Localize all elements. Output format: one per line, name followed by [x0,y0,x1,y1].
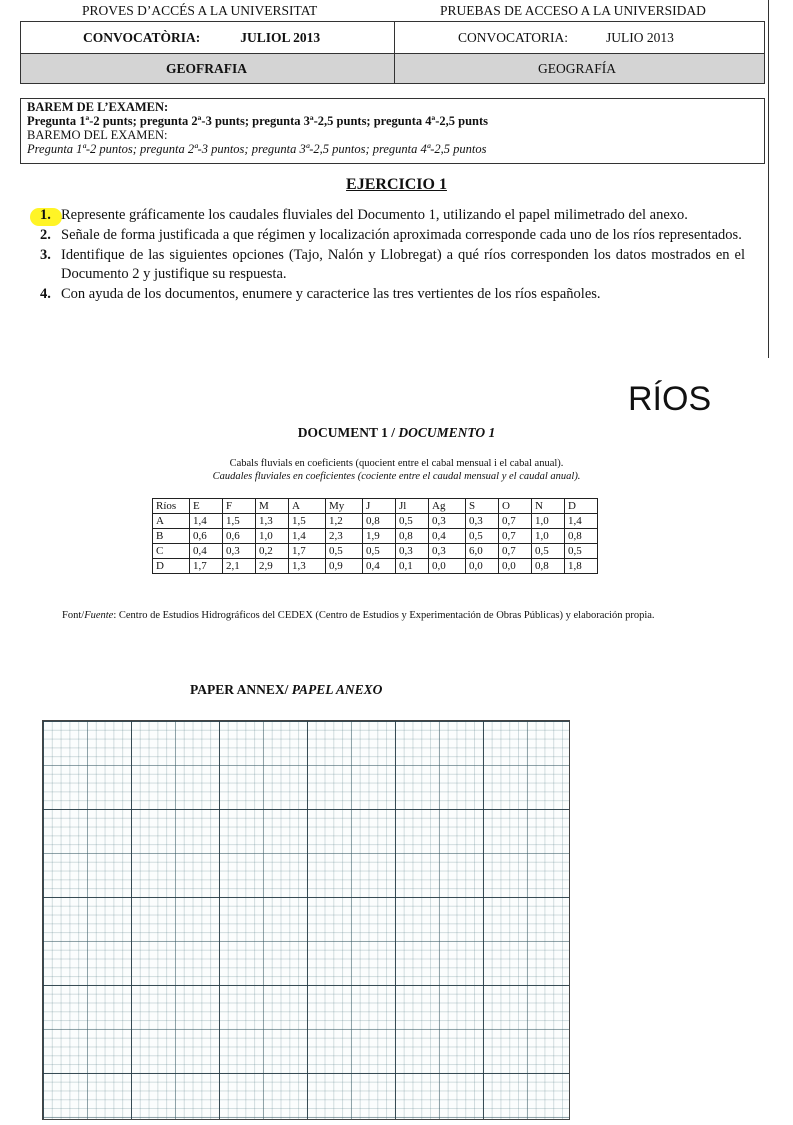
table-cell: 0,2 [256,544,289,559]
question-number: 1. [40,207,51,223]
question-number: 2. [40,227,51,243]
table-cell: 0,4 [363,559,396,574]
table-cell: 0,8 [363,514,396,529]
table-cell: 0,3 [396,544,429,559]
question-text: Identifique de las siguientes opciones (Tajo, Nalón y Llobregat) a qué ríos corresponden los datos mostrados en el Documento 2 y justifique su respuesta. [61,247,745,282]
document-caption-es: Caudales fluviales en coeficientes (cociente entre el caudal mensual y el caudal anual). [212,471,581,482]
table-cell: 0,4 [190,544,223,559]
table-cell: 6,0 [466,544,499,559]
header-title-es: PRUEBAS DE ACCESO A LA UNIVERSIDAD [440,3,706,18]
table-cell: 0,1 [396,559,429,574]
table-cell: 0,4 [429,529,466,544]
header-divider [394,22,395,83]
subject-ca: GEOFRAFIA [166,60,247,76]
convocatoria-row [21,22,764,54]
table-header-cell: M [256,499,289,514]
table-cell: 0,3 [429,514,466,529]
table-cell: 0,3 [466,514,499,529]
table-cell: 1,0 [256,529,289,544]
table-cell: 1,2 [326,514,363,529]
table-cell: D [153,559,190,574]
conv-value-es: JULIO 2013 [606,29,674,45]
document-caption-ca: Cabals fluvials en coeficients (quocient entre el cabal mensual i el cabal anual). [229,458,564,469]
table-cell: A [153,514,190,529]
table-cell: 0,3 [223,544,256,559]
table-cell: 2,9 [256,559,289,574]
header-title-ca: PROVES D’ACCÉS A LA UNIVERSITAT [82,3,318,18]
question-item [25,206,745,225]
table-header-cell: N [532,499,565,514]
question-number: 3. [40,247,51,263]
question-item [25,226,745,245]
table-cell: 1,8 [565,559,598,574]
document-title-ca: DOCUMENT 1 / [297,425,399,440]
table-cell: 1,7 [190,559,223,574]
subject-row [21,54,764,83]
table-cell: 0,9 [326,559,363,574]
table-cell: 1,4 [190,514,223,529]
source-note [62,609,702,622]
table-header-cell: F [223,499,256,514]
table-header-cell: Ag [429,499,466,514]
table-cell: 0,5 [363,544,396,559]
table-cell: 1,3 [256,514,289,529]
table-cell: 1,5 [289,514,326,529]
table-row [153,559,598,574]
table-cell: 0,5 [532,544,565,559]
table-header-cell: Jl [396,499,429,514]
table-cell: 0,0 [499,559,532,574]
barem-line-es: Pregunta 1ª-2 puntos; pregunta 2ª-3 puntos; pregunta 3ª-2,5 puntos; pregunta 4ª-2,5 puntos [27,142,487,156]
table-header-cell: D [565,499,598,514]
question-text: Señale de forma justificada a que régimen y localización aproximada corresponde cada uno de los ríos representados. [61,227,742,243]
table-cell: 1,7 [289,544,326,559]
table-cell: 0,7 [499,514,532,529]
table-header-cell: J [363,499,396,514]
table-header-cell: O [499,499,532,514]
question-item [25,285,745,304]
table-cell: 0,5 [565,544,598,559]
document-title-es: DOCUMENTO 1 [398,425,496,440]
table-cell: 0,7 [499,544,532,559]
table-cell: 1,0 [532,514,565,529]
table-cell: 1,4 [289,529,326,544]
table-header-cell: Ríos [153,499,190,514]
conv-label-ca: CONVOCATÒRIA: [83,29,201,45]
barem-line-ca: Pregunta 1ª-2 punts; pregunta 2ª-3 punts; pregunta 3ª-2,5 punts; pregunta 4ª-2,5 punts [27,114,489,128]
barem-title-es: BAREMO DEL EXAMEN: [27,128,168,142]
table-cell: 0,5 [326,544,363,559]
question-text: Con ayuda de los documentos, enumere y caracterice las tres vertientes de los ríos españoles. [61,286,601,302]
table-cell: 0,3 [429,544,466,559]
document-title [0,425,793,441]
rios-label: RÍOS [628,380,712,418]
table-cell: 1,0 [532,529,565,544]
conv-label-es: CONVOCATORIA: [458,29,569,45]
table-cell: 0,5 [396,514,429,529]
table-cell: 0,6 [223,529,256,544]
table-cell: 0,0 [466,559,499,574]
flow-table [152,498,598,574]
header-titles [20,0,765,22]
table-cell: 0,8 [565,529,598,544]
table-row [153,514,598,529]
table-cell: 1,4 [565,514,598,529]
table-row [153,544,598,559]
barem-title-ca: BAREM DE L’EXAMEN: [27,100,169,114]
table-cell: 0,7 [499,529,532,544]
table-cell: B [153,529,190,544]
question-item [25,246,745,284]
graph-paper [42,720,570,1120]
annex-title [190,682,382,698]
table-header-row [153,499,598,514]
table-cell: 0,8 [396,529,429,544]
exercise-title: EJERCICIO 1 [346,176,447,193]
table-cell: 0,0 [429,559,466,574]
barem-box [20,98,765,164]
source-label-ca: Font/ [62,610,85,621]
table-header-cell: A [289,499,326,514]
table-header-cell: My [326,499,363,514]
source-text: : Centro de Estudios Hidrográficos del CEDEX (Centro de Estudios y Experimentación de Obras Públicas) y elaboración propia. [113,610,655,621]
conv-value-ca: JULIOL 2013 [240,29,321,45]
table-header-cell: S [466,499,499,514]
annex-title-es: PAPEL ANEXO [291,682,383,697]
table-cell: 2,3 [326,529,363,544]
table-cell: C [153,544,190,559]
table-cell: 0,5 [466,529,499,544]
source-label-es: Fuente [84,610,114,621]
table-cell: 0,6 [190,529,223,544]
subject-es: GEOGRAFÍA [538,60,617,76]
table-cell: 0,8 [532,559,565,574]
table-cell: 1,9 [363,529,396,544]
header-box [20,21,765,84]
table-cell: 1,5 [223,514,256,529]
table-row [153,529,598,544]
table-header-cell: E [190,499,223,514]
table-cell: 1,3 [289,559,326,574]
question-number: 4. [40,286,51,302]
annex-title-ca: PAPER ANNEX/ [190,682,292,697]
table-cell: 2,1 [223,559,256,574]
question-text: Represente gráficamente los caudales fluviales del Documento 1, utilizando el papel milimetrado del anexo. [61,207,688,223]
question-list [25,206,745,305]
